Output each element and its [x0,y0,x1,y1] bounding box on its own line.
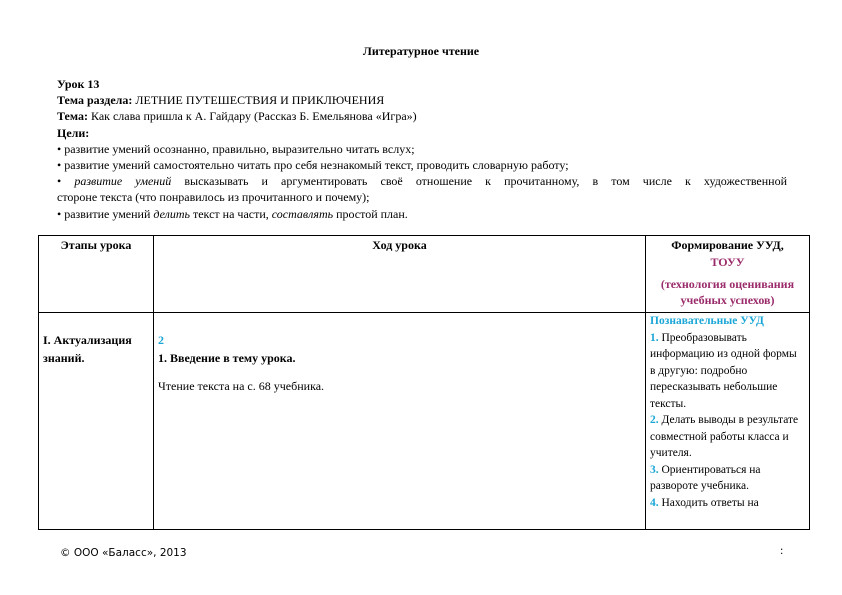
goal-4-part-c: простой план. [336,206,408,221]
topic-line [57,108,787,124]
goal-3-continuation: стороне текста (что понравилось из прочитанного и почему); [57,190,370,205]
uud-cell [646,313,810,530]
goal-4-italic-1: делить [153,206,190,221]
section-line [57,92,787,108]
header-stages: Этапы урока [39,236,154,313]
topic-label: Тема: [57,109,88,124]
goal-3-bullet: • [57,174,62,189]
topic-value: Как слава пришла к А. Гайдару (Рассказ Б. Емельянова «Игра») [90,109,417,124]
header-uud-title: Формирование УУД, [671,238,784,252]
goal-4 [57,206,787,222]
section-value: ЛЕТНИЕ ПУТЕШЕСТВИЯ И ПРИКЛЮЧЕНИЯ [135,93,385,108]
course-heading: 1. Введение в тему урока. [158,351,296,365]
uud-subheading: Познавательные УУД [650,315,764,327]
header-touu: ТОУУ [710,255,745,269]
slide-number: 2 [158,333,164,347]
lesson-header [57,76,787,222]
page-mark: : [780,543,784,557]
uud-item: 1. Преобразовывать информацию из одной формы в другую: подробно пересказывать небольшие тексты. [650,331,797,410]
goal-4-part-b: текст на части, [192,206,269,221]
goal-3-text: высказывать и аргументировать своё отношение к прочитанному, в том числе к художественной [184,174,788,189]
table-row [39,313,810,530]
goal-1: • развитие умений осознанно, правильно, выразительно читать вслух; [57,141,415,156]
uud-item: 3. Ориентироваться на развороте учебника. [650,463,761,492]
table-header-row [39,236,810,313]
lesson-table [38,235,810,530]
page-title: Литературное чтение [362,44,480,58]
goal-2: • развитие умений самостоятельно читать про себя незнакомый текст, проводить словарную работу; [57,158,569,173]
section-label: Тема раздела: [57,93,133,108]
header-course: Ход урока [154,236,646,313]
goals-label: Цели: [57,125,90,140]
lesson-number: Урок 13 [57,77,100,91]
footer-copyright: © ООО «Баласс», 2013 [60,547,187,559]
course-text: Чтение текста на с. 68 учебника. [158,379,325,393]
goal-4-part-a: • развитие умений [57,206,151,221]
header-tech: (технология оценивания учебных успехов) [660,277,795,307]
goal-3-italic: развитие умений [74,174,172,189]
goal-3 [57,173,787,189]
course-cell [154,313,646,530]
uud-item: 2. Делать выводы в результате совместной работы класса и учителя. [650,414,799,459]
stage-cell: I. Актуализация знаний. [39,313,154,530]
header-uud [646,236,810,313]
goal-4-italic-2: составлять [271,206,334,221]
uud-item: 4. Находить ответы на [650,496,759,509]
